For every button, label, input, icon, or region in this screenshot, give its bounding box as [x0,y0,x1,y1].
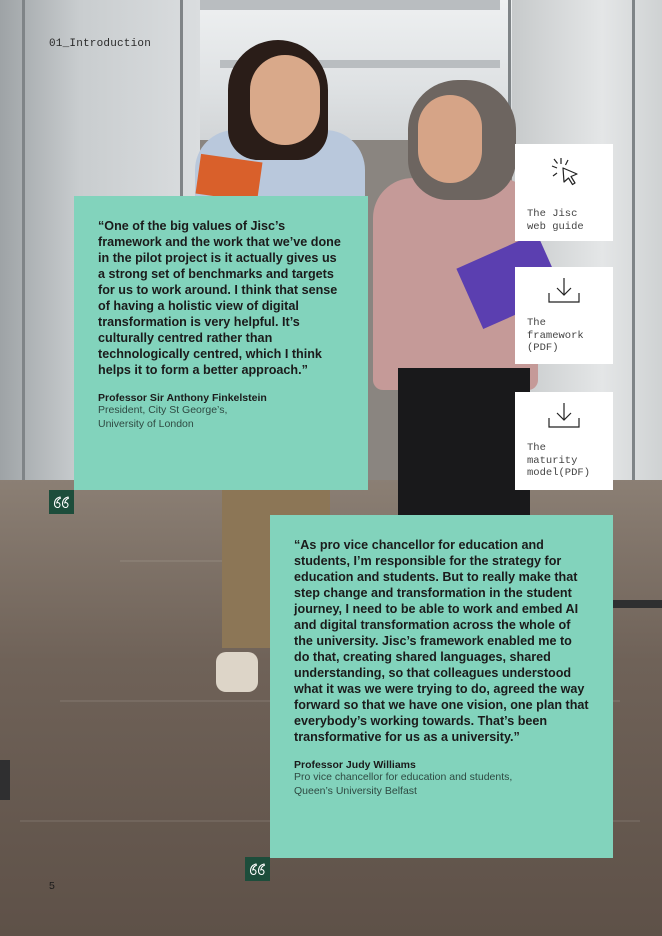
link-web-guide[interactable] [515,144,613,241]
skirting [0,760,10,800]
shoe [216,652,258,692]
quote-author: Professor Judy Williams [294,759,416,771]
person-right-face [418,95,482,183]
person-right-pants [398,368,530,518]
download-icon [515,400,613,440]
link-framework-pdf[interactable] [515,267,613,364]
quote-author-role: Pro vice chancellor for education and students, [294,771,513,783]
quote-mark-icon [245,857,270,881]
quote-card-2 [270,515,613,858]
quote-text: “As pro vice chancellor for education and students, I’m responsible for the strategy for education and students. But to really make that step change and transformation in the student journey, I need to be able to work and embed AI and digital transformation across the whole of the university. Jisc’s framework enabled me to do that, creating shared languages, shared understanding, so that colleagues understood what it was we were trying to do, agreed the way forward so that we have one vision, one plan that everybody’s working towards. That’s been transformative for us as a university.” [294,538,589,744]
skirting [612,600,662,608]
link-maturity-model-pdf[interactable] [515,392,613,490]
page-number: 5 [49,880,55,892]
ceiling-beam [200,0,500,10]
link-label: The maturity model(PDF) [527,442,591,479]
person-left-face [250,55,320,145]
quote-author-institution: Queen’s University Belfast [294,784,417,797]
section-label: 01_Introduction [49,38,152,50]
quote-author: Professor Sir Anthony Finkelstein [98,392,267,404]
quote-card-1 [74,196,368,490]
download-icon [515,275,613,315]
quote-mark-icon [49,490,74,514]
link-label: The framework (PDF) [527,317,584,354]
quote-author-institution: University of London [98,417,194,430]
notebook [196,154,263,202]
link-label: The Jisc web guide [527,208,584,233]
quote-text: “One of the big values of Jisc’s framework and the work that we’ve done in the pilot project is it actually gives us a strong set of benchmarks and targets for us to work around. I think that sense of having a holistic view of digital transformation is very helpful. It’s culturally centred rather than technologically centred, which I think helps it to form a better approach.” [98,219,341,377]
quote-author-role: President, City St George’s, [98,404,228,416]
cursor-click-icon [515,154,613,194]
